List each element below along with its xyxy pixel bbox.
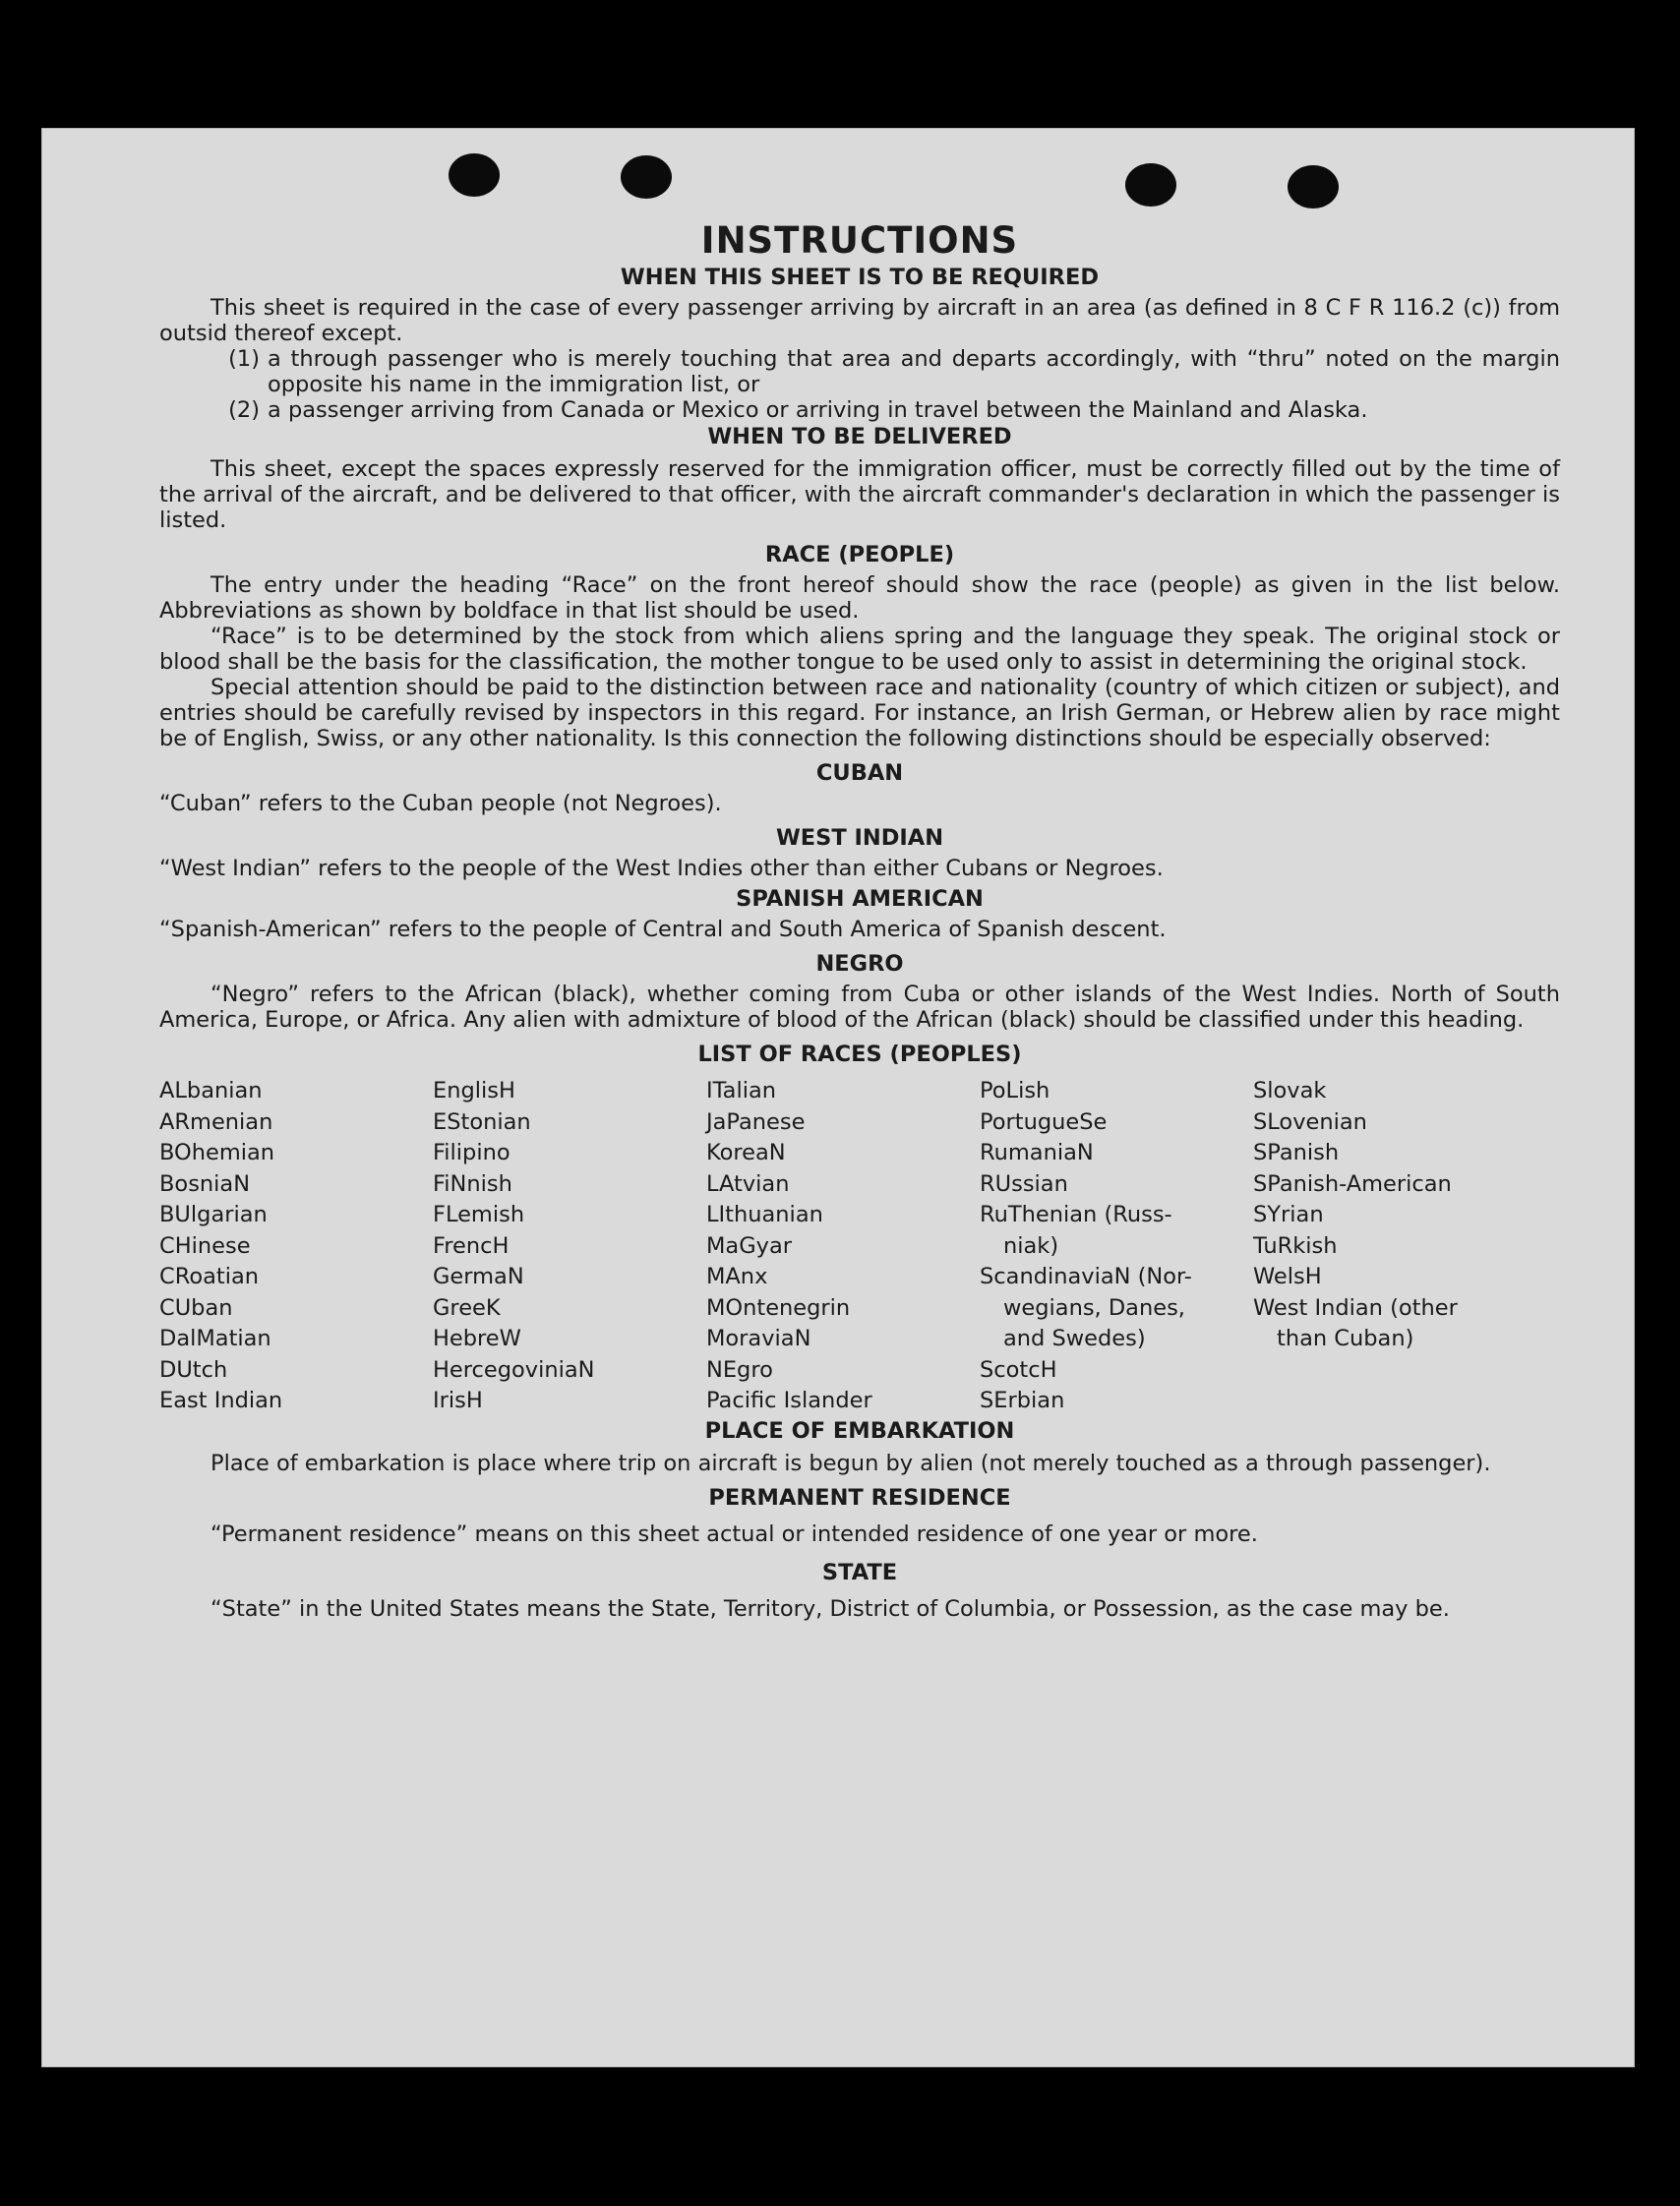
race-item: MOntenegrin (706, 1294, 851, 1321)
exception-text: a through passenger who is merely touching that area and departs accordingly, with “thru” noted on the margin opposite his name in the immigration list, or (268, 346, 1560, 397)
race-item: Slovak (1253, 1078, 1327, 1103)
race-item: SLovenian (1253, 1108, 1367, 1135)
west-indian-text: “West Indian” refers to the people of the West Indies other than either Cubans or Negroes. (159, 856, 1164, 881)
race-item: MoraviaN (706, 1326, 811, 1351)
punch-hole (1288, 165, 1339, 209)
race-item: PoLish (980, 1078, 1050, 1103)
heading-when-delivered: WHEN TO BE DELIVERED (707, 424, 1012, 449)
races-list (159, 1076, 1560, 1417)
race-item: HercegoviniaN (433, 1356, 595, 1383)
race-item: WelsH (1253, 1264, 1322, 1289)
race-item: FLemish (433, 1202, 525, 1227)
instructions-content (159, 218, 1560, 1622)
page-title: INSTRUCTIONS (700, 219, 1019, 262)
heading-list-of-races: LIST OF RACES (PEOPLES) (697, 1042, 1022, 1067)
race-item: ARmenian (159, 1108, 273, 1135)
race-item: SErbian (980, 1388, 1065, 1413)
race-paragraph-3: Special attention should be paid to the distinction between race and nationality (country of which citizen or subject), and entries should be carefully revised by inspectors in this regard. For instance, an Irish German, or Hebrew alien by race might be of English, Swiss, or any other nationality. Is this connection the following distinctions should be especially observed: (159, 675, 1560, 751)
embarkation-text: Place of embarkation is place where trip on aircraft is begun by alien (not merely touched as a through passenger). (210, 1450, 1491, 1476)
race-item: TuRkish (1253, 1232, 1338, 1259)
race-item: niak) (1003, 1232, 1059, 1259)
when-required-intro: This sheet is required in the case of every passenger arriving by aircraft in an area (as defined in 8 C F R 116.2 (c)) from outsid thereof except. (159, 295, 1560, 346)
exception-number: (1) (228, 346, 260, 372)
heading-spanish-american: SPANISH AMERICAN (736, 886, 984, 912)
race-item: Pacific Islander (706, 1388, 872, 1413)
race-item: FiNnish (433, 1170, 512, 1197)
race-item: than Cuban) (1277, 1326, 1414, 1351)
race-item: East Indian (159, 1388, 283, 1413)
race-item: FrencH (433, 1232, 510, 1259)
race-item: RUssian (980, 1170, 1068, 1197)
heading-cuban: CUBAN (815, 760, 904, 786)
race-item: BosniaN (159, 1170, 251, 1197)
when-delivered-text: This sheet, except the spaces expressly reserved for the immigration officer, must be correctly filled out by the time of the arrival of the aircraft, and be delivered to that officer, with the aircraft commander's declaration in which the passenger is listed. (159, 456, 1560, 533)
exception-item (159, 346, 1560, 397)
residence-text: “Permanent residence” means on this sheet actual or intended residence of one year or more. (210, 1520, 1258, 1547)
heading-embarkation: PLACE OF EMBARKATION (704, 1417, 1015, 1444)
spanish-american-text: “Spanish-American” refers to the people of Central and South America of Spanish descent. (159, 917, 1167, 942)
race-item: RuThenian (Russ- (980, 1202, 1172, 1227)
race-item: CHinese (159, 1232, 251, 1259)
exception-item (159, 397, 1560, 423)
race-item: RumaniaN (980, 1140, 1094, 1165)
race-item: PortugueSe (980, 1108, 1108, 1135)
heading-state: STATE (821, 1559, 898, 1585)
race-item: ScandinaviaN (Nor- (980, 1264, 1192, 1289)
race-item: wegians, Danes, (1003, 1294, 1185, 1321)
document-sheet (41, 128, 1635, 2067)
race-item: GreeK (433, 1294, 501, 1321)
race-item: CRoatian (159, 1264, 260, 1289)
race-item: ScotcH (980, 1356, 1057, 1383)
heading-permanent-residence: PERMANENT RESIDENCE (708, 1484, 1011, 1511)
negro-text: “Negro” refers to the African (black), whether coming from Cuba or other islands of the West Indies. North of South America, Europe, or Africa. Any alien with admixture of blood of the African (black) should be classified under this heading. (159, 982, 1560, 1033)
race-item: HebreW (433, 1326, 521, 1351)
race-item: ITalian (706, 1078, 776, 1103)
race-item: DUtch (159, 1356, 228, 1383)
punch-hole (1125, 163, 1176, 207)
race-item: SYrian (1253, 1202, 1324, 1227)
race-item: MaGyar (706, 1232, 792, 1259)
heading-west-indian: WEST INDIAN (775, 825, 944, 851)
race-item: CUban (159, 1294, 233, 1321)
heading-negro: NEGRO (815, 951, 904, 977)
race-item: IrisH (433, 1388, 483, 1413)
race-item: BOhemian (159, 1140, 275, 1165)
race-item: West Indian (other (1253, 1294, 1458, 1321)
race-item: SPanish (1253, 1140, 1340, 1165)
race-item: GermaN (433, 1264, 524, 1289)
heading-when-required: WHEN THIS SHEET IS TO BE REQUIRED (620, 265, 1100, 290)
punch-hole (621, 155, 672, 199)
race-item: NEgro (706, 1356, 773, 1383)
race-item: EStonian (433, 1108, 531, 1135)
races-column (159, 1076, 433, 1417)
race-item: MAnx (706, 1264, 768, 1289)
races-column (980, 1076, 1253, 1417)
race-item: DalMatian (159, 1326, 271, 1351)
punch-hole (449, 153, 500, 197)
exception-text: a passenger arriving from Canada or Mexico or arriving in travel between the Mainland and Alaska. (268, 397, 1368, 423)
race-paragraph-1: The entry under the heading “Race” on the front hereof should show the race (people) as given in the list below. Abbreviations as shown by boldface in that list should be used. (159, 572, 1560, 624)
race-item: LAtvian (706, 1170, 790, 1197)
race-item: ALbanian (159, 1078, 263, 1103)
race-item: EnglisH (433, 1078, 515, 1103)
race-item: Filipino (433, 1140, 510, 1165)
state-text: “State” in the United States means the State, Territory, District of Columbia, or Possession, as the case may be. (210, 1595, 1450, 1622)
race-paragraph-2: “Race” is to be determined by the stock from which aliens spring and the language they speak. The original stock or blood shall be the basis for the classification, the mother tongue to be used only to assist in determining the original stock. (159, 624, 1560, 675)
exception-number: (2) (228, 397, 260, 423)
races-column (706, 1076, 980, 1417)
race-item: LIthuanian (706, 1202, 823, 1227)
race-item: SPanish-American (1253, 1170, 1452, 1197)
heading-race: RACE (PEOPLE) (764, 542, 955, 567)
race-item: BUlgarian (159, 1202, 268, 1227)
race-item: JaPanese (706, 1108, 806, 1135)
race-item: KoreaN (706, 1140, 786, 1165)
races-column (1253, 1076, 1527, 1417)
races-column (433, 1076, 706, 1417)
cuban-text: “Cuban” refers to the Cuban people (not Negroes). (159, 791, 722, 816)
race-item: and Swedes) (1003, 1326, 1146, 1351)
